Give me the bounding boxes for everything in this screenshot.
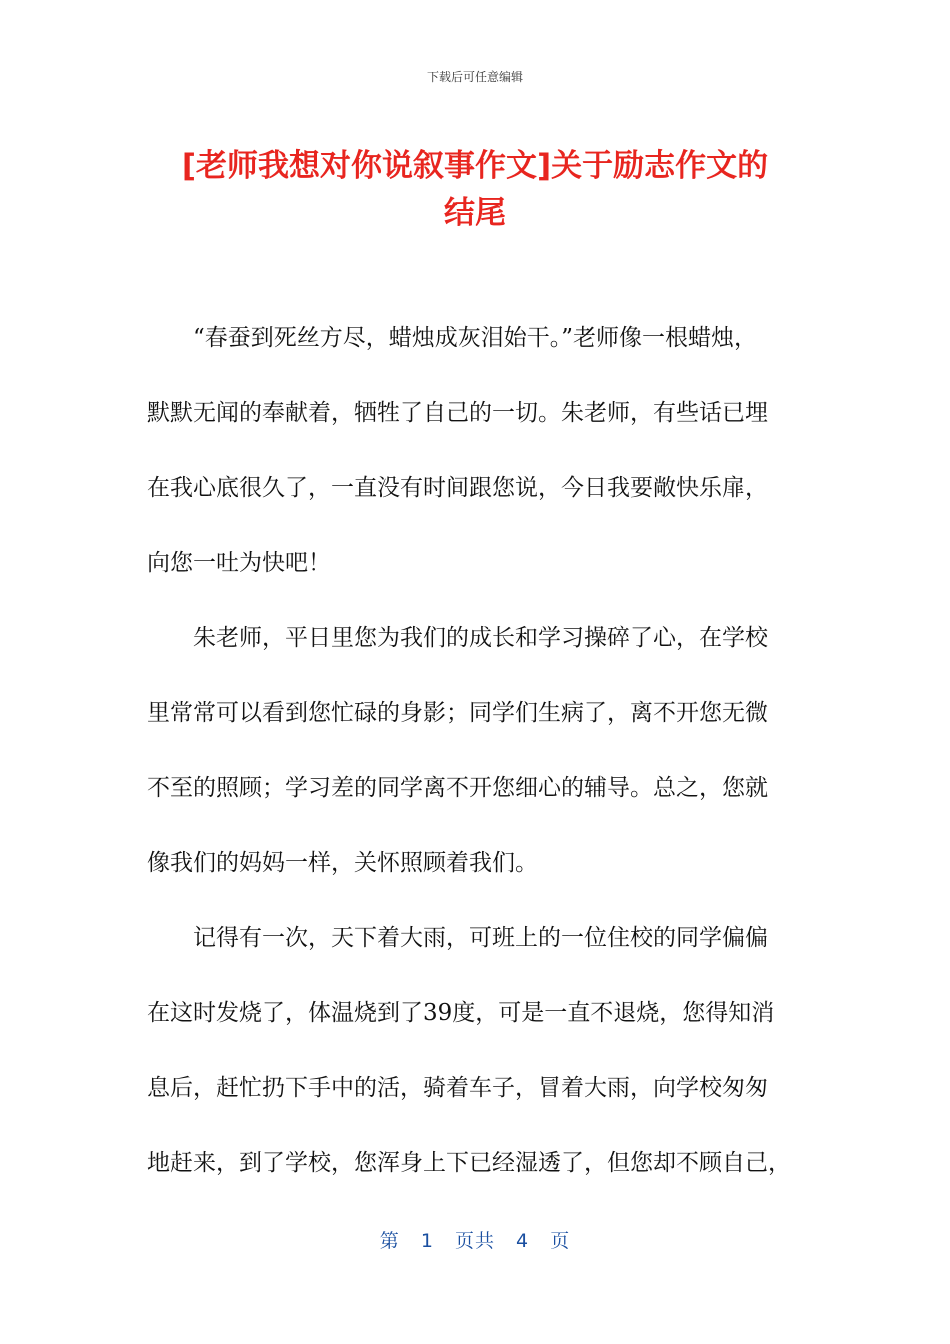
body-line: 里常常可以看到您忙碌的身影；同学们生病了，离不开您无微 bbox=[147, 700, 768, 726]
page-mid: 页共 bbox=[454, 1230, 495, 1252]
page-prefix: 第 bbox=[379, 1230, 400, 1252]
body-line: 息后，赶忙扔下手中的活，骑着车子，冒着大雨，向学校匆匆 bbox=[147, 1075, 768, 1101]
header-note: 下载后可任意编辑 bbox=[426, 70, 523, 84]
title-line-2: 结尾 bbox=[444, 195, 506, 231]
body-line: 不至的照顾；学习差的同学离不开您细心的辅导。总之，您就 bbox=[147, 775, 768, 801]
body-line: 默默无闻的奉献着，牺牲了自己的一切。朱老师，有些话已埋 bbox=[147, 400, 768, 426]
title-line-1: [老师我想对你说叙事作文]关于励志作文的 bbox=[181, 148, 769, 184]
body-line: 在我心底很久了，一直没有时间跟您说，今日我要敞快乐扉， bbox=[147, 475, 768, 501]
body-line: 在这时发烧了，体温烧到了39度，可是一直不退烧，您得知消 bbox=[147, 1000, 775, 1026]
body-line: 记得有一次，天下着大雨，可班上的一位住校的同学偏偏 bbox=[193, 925, 768, 951]
page-suffix: 页 bbox=[550, 1230, 571, 1252]
page-total: 4 bbox=[516, 1230, 530, 1252]
document-title bbox=[120, 143, 830, 237]
body-line: “春蚕到死丝方尽，蜡烛成灰泪始干。”老师像一根蜡烛， bbox=[193, 325, 758, 351]
body-line: 向您一吐为快吧！ bbox=[147, 550, 331, 576]
body-line: 地赶来，到了学校，您浑身上下已经湿透了，但您却不顾自己， bbox=[147, 1150, 791, 1176]
body-line: 朱老师，平日里您为我们的成长和学习操碎了心，在学校 bbox=[193, 625, 768, 651]
page-number: 1 bbox=[420, 1230, 434, 1252]
page-footer bbox=[0, 1226, 950, 1253]
body-line: 像我们的妈妈一样，关怀照顾着我们。 bbox=[147, 850, 538, 876]
body-text bbox=[147, 320, 807, 1220]
